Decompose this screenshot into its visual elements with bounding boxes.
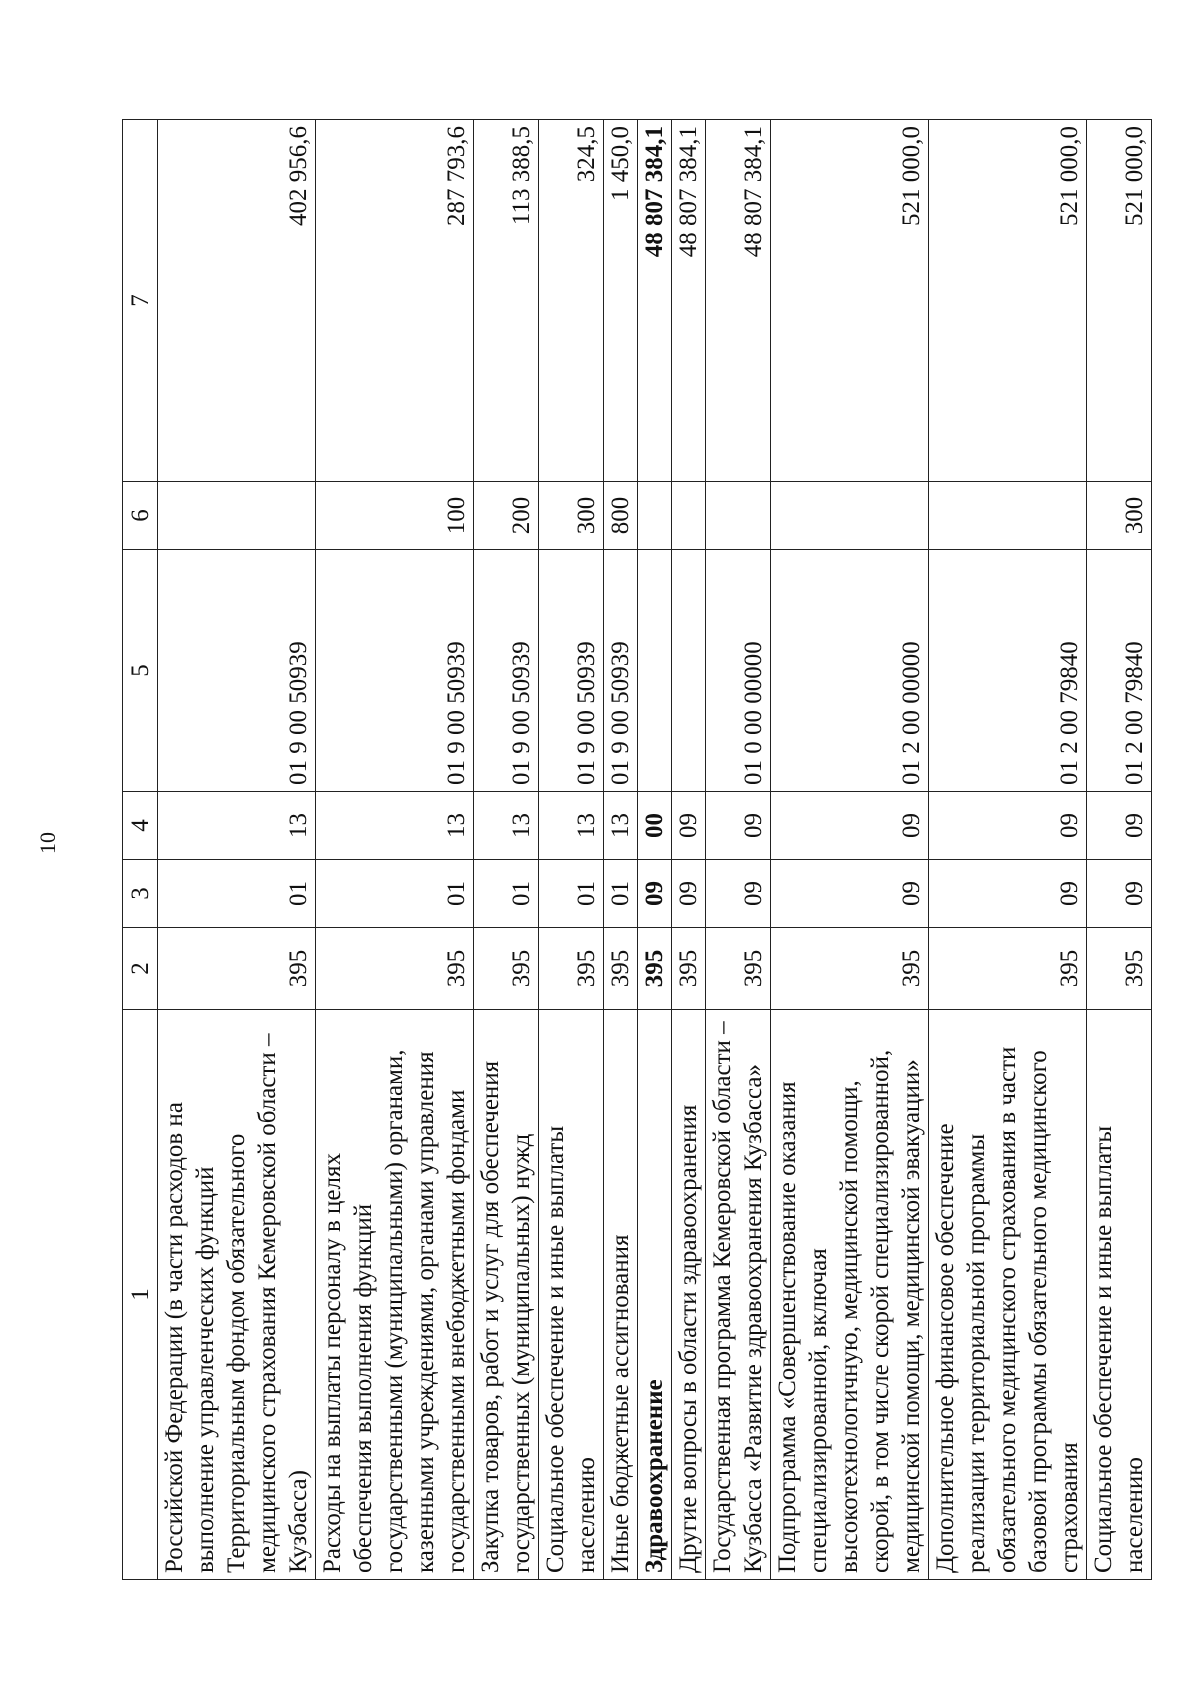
table-row <box>672 120 706 1580</box>
cell-name: Российской Федерации (в части расходов на выполнение управленческих функций Территориальным фондом обязательного медицинского страхования Кемеровской области – Кузбасса) <box>158 1010 316 1580</box>
cell-grbs: 395 <box>771 928 929 1010</box>
cell-pr: 13 <box>158 792 316 860</box>
cell-pr: 09 <box>1087 792 1152 860</box>
cell-sum: 48 807 384,1 <box>706 120 771 482</box>
cell-rz: 09 <box>1087 860 1152 928</box>
cell-sum: 48 807 384,1 <box>638 120 672 482</box>
cell-name: Социальное обеспечение и иные выплаты населению <box>1087 1010 1152 1580</box>
cell-vr <box>771 482 929 550</box>
cell-rz: 01 <box>474 860 539 928</box>
table-row <box>706 120 771 1580</box>
cell-rz: 09 <box>638 860 672 928</box>
cell-vr: 100 <box>316 482 474 550</box>
cell-csr: 01 9 00 50939 <box>539 550 604 792</box>
cell-name: Государственная программа Кемеровской области – Кузбасса «Развитие здравоохранения Кузбасса» <box>706 1010 771 1580</box>
cell-pr: 13 <box>474 792 539 860</box>
column-header: 2 <box>123 928 158 1010</box>
cell-sum: 324,5 <box>539 120 604 482</box>
column-header: 1 <box>123 1010 158 1580</box>
cell-vr <box>158 482 316 550</box>
cell-name: Здравоохранение <box>638 1010 672 1580</box>
cell-grbs: 395 <box>539 928 604 1010</box>
cell-pr: 13 <box>316 792 474 860</box>
table-row <box>929 120 1087 1580</box>
cell-sum: 402 956,6 <box>158 120 316 482</box>
cell-csr: 01 9 00 50939 <box>604 550 638 792</box>
cell-vr: 300 <box>539 482 604 550</box>
cell-vr: 200 <box>474 482 539 550</box>
column-header: 3 <box>123 860 158 928</box>
cell-sum: 1 450,0 <box>604 120 638 482</box>
cell-rz: 01 <box>604 860 638 928</box>
cell-pr: 09 <box>706 792 771 860</box>
table-body <box>158 120 1152 1580</box>
cell-pr: 09 <box>672 792 706 860</box>
column-header: 4 <box>123 792 158 860</box>
cell-grbs: 395 <box>706 928 771 1010</box>
cell-sum: 521 000,0 <box>1087 120 1152 482</box>
cell-rz: 09 <box>929 860 1087 928</box>
cell-pr: 13 <box>539 792 604 860</box>
table-row <box>539 120 604 1580</box>
cell-name: Расходы на выплаты персоналу в целях обеспечения выполнения функций государственными (муниципальными) органами, казенными учреждениями, органами управления государственными внебюджетными фондами <box>316 1010 474 1580</box>
table-row <box>316 120 474 1580</box>
cell-grbs: 395 <box>158 928 316 1010</box>
cell-pr: 00 <box>638 792 672 860</box>
cell-sum: 113 388,5 <box>474 120 539 482</box>
table-row <box>638 120 672 1580</box>
column-header: 7 <box>123 120 158 482</box>
cell-csr: 01 9 00 50939 <box>474 550 539 792</box>
cell-vr <box>672 482 706 550</box>
cell-rz: 09 <box>672 860 706 928</box>
table-row <box>771 120 929 1580</box>
cell-vr <box>706 482 771 550</box>
cell-csr: 01 2 00 79840 <box>929 550 1087 792</box>
cell-vr: 300 <box>1087 482 1152 550</box>
cell-sum: 48 807 384,1 <box>672 120 706 482</box>
table-row <box>158 120 316 1580</box>
cell-csr <box>638 550 672 792</box>
cell-rz: 09 <box>771 860 929 928</box>
table-row <box>474 120 539 1580</box>
cell-sum: 521 000,0 <box>771 120 929 482</box>
cell-grbs: 395 <box>604 928 638 1010</box>
cell-vr <box>929 482 1087 550</box>
cell-grbs: 395 <box>474 928 539 1010</box>
cell-sum: 287 793,6 <box>316 120 474 482</box>
cell-vr: 800 <box>604 482 638 550</box>
cell-name: Закупка товаров, работ и услуг для обеспечения государственных (муниципальных) нужд <box>474 1010 539 1580</box>
page-number: 10 <box>35 832 60 854</box>
cell-csr: 01 2 00 79840 <box>1087 550 1152 792</box>
cell-pr: 09 <box>771 792 929 860</box>
cell-csr: 01 0 00 00000 <box>706 550 771 792</box>
cell-grbs: 395 <box>929 928 1087 1010</box>
cell-grbs: 395 <box>638 928 672 1010</box>
cell-rz: 01 <box>316 860 474 928</box>
cell-csr: 01 2 00 00000 <box>771 550 929 792</box>
cell-pr: 13 <box>604 792 638 860</box>
table-header-row <box>123 120 158 1580</box>
cell-name: Другие вопросы в области здравоохранения <box>672 1010 706 1580</box>
cell-name: Иные бюджетные ассигнования <box>604 1010 638 1580</box>
cell-name: Социальное обеспечение и иные выплаты населению <box>539 1010 604 1580</box>
cell-grbs: 395 <box>672 928 706 1010</box>
cell-name: Подпрограмма «Совершенствование оказания специализированной, включая высокотехнологичную, медицинской помощи, скорой, в том числе скорой специализированной, медицинской помощи, медицинской эвакуации» <box>771 1010 929 1580</box>
cell-grbs: 395 <box>316 928 474 1010</box>
cell-csr <box>672 550 706 792</box>
cell-rz: 09 <box>706 860 771 928</box>
cell-vr <box>638 482 672 550</box>
cell-grbs: 395 <box>1087 928 1152 1010</box>
table-row <box>604 120 638 1580</box>
cell-rz: 01 <box>539 860 604 928</box>
column-header: 5 <box>123 550 158 792</box>
table-row <box>1087 120 1152 1580</box>
rotated-table-container <box>122 120 1148 1580</box>
column-header: 6 <box>123 482 158 550</box>
cell-rz: 01 <box>158 860 316 928</box>
cell-sum: 521 000,0 <box>929 120 1087 482</box>
cell-pr: 09 <box>929 792 1087 860</box>
budget-table <box>122 119 1152 1580</box>
cell-name: Дополнительное финансовое обеспечение реализации территориальной программы обязательного медицинского страхования в части базовой программы обязательного медицинского страхования <box>929 1010 1087 1580</box>
cell-csr: 01 9 00 50939 <box>316 550 474 792</box>
cell-csr: 01 9 00 50939 <box>158 550 316 792</box>
